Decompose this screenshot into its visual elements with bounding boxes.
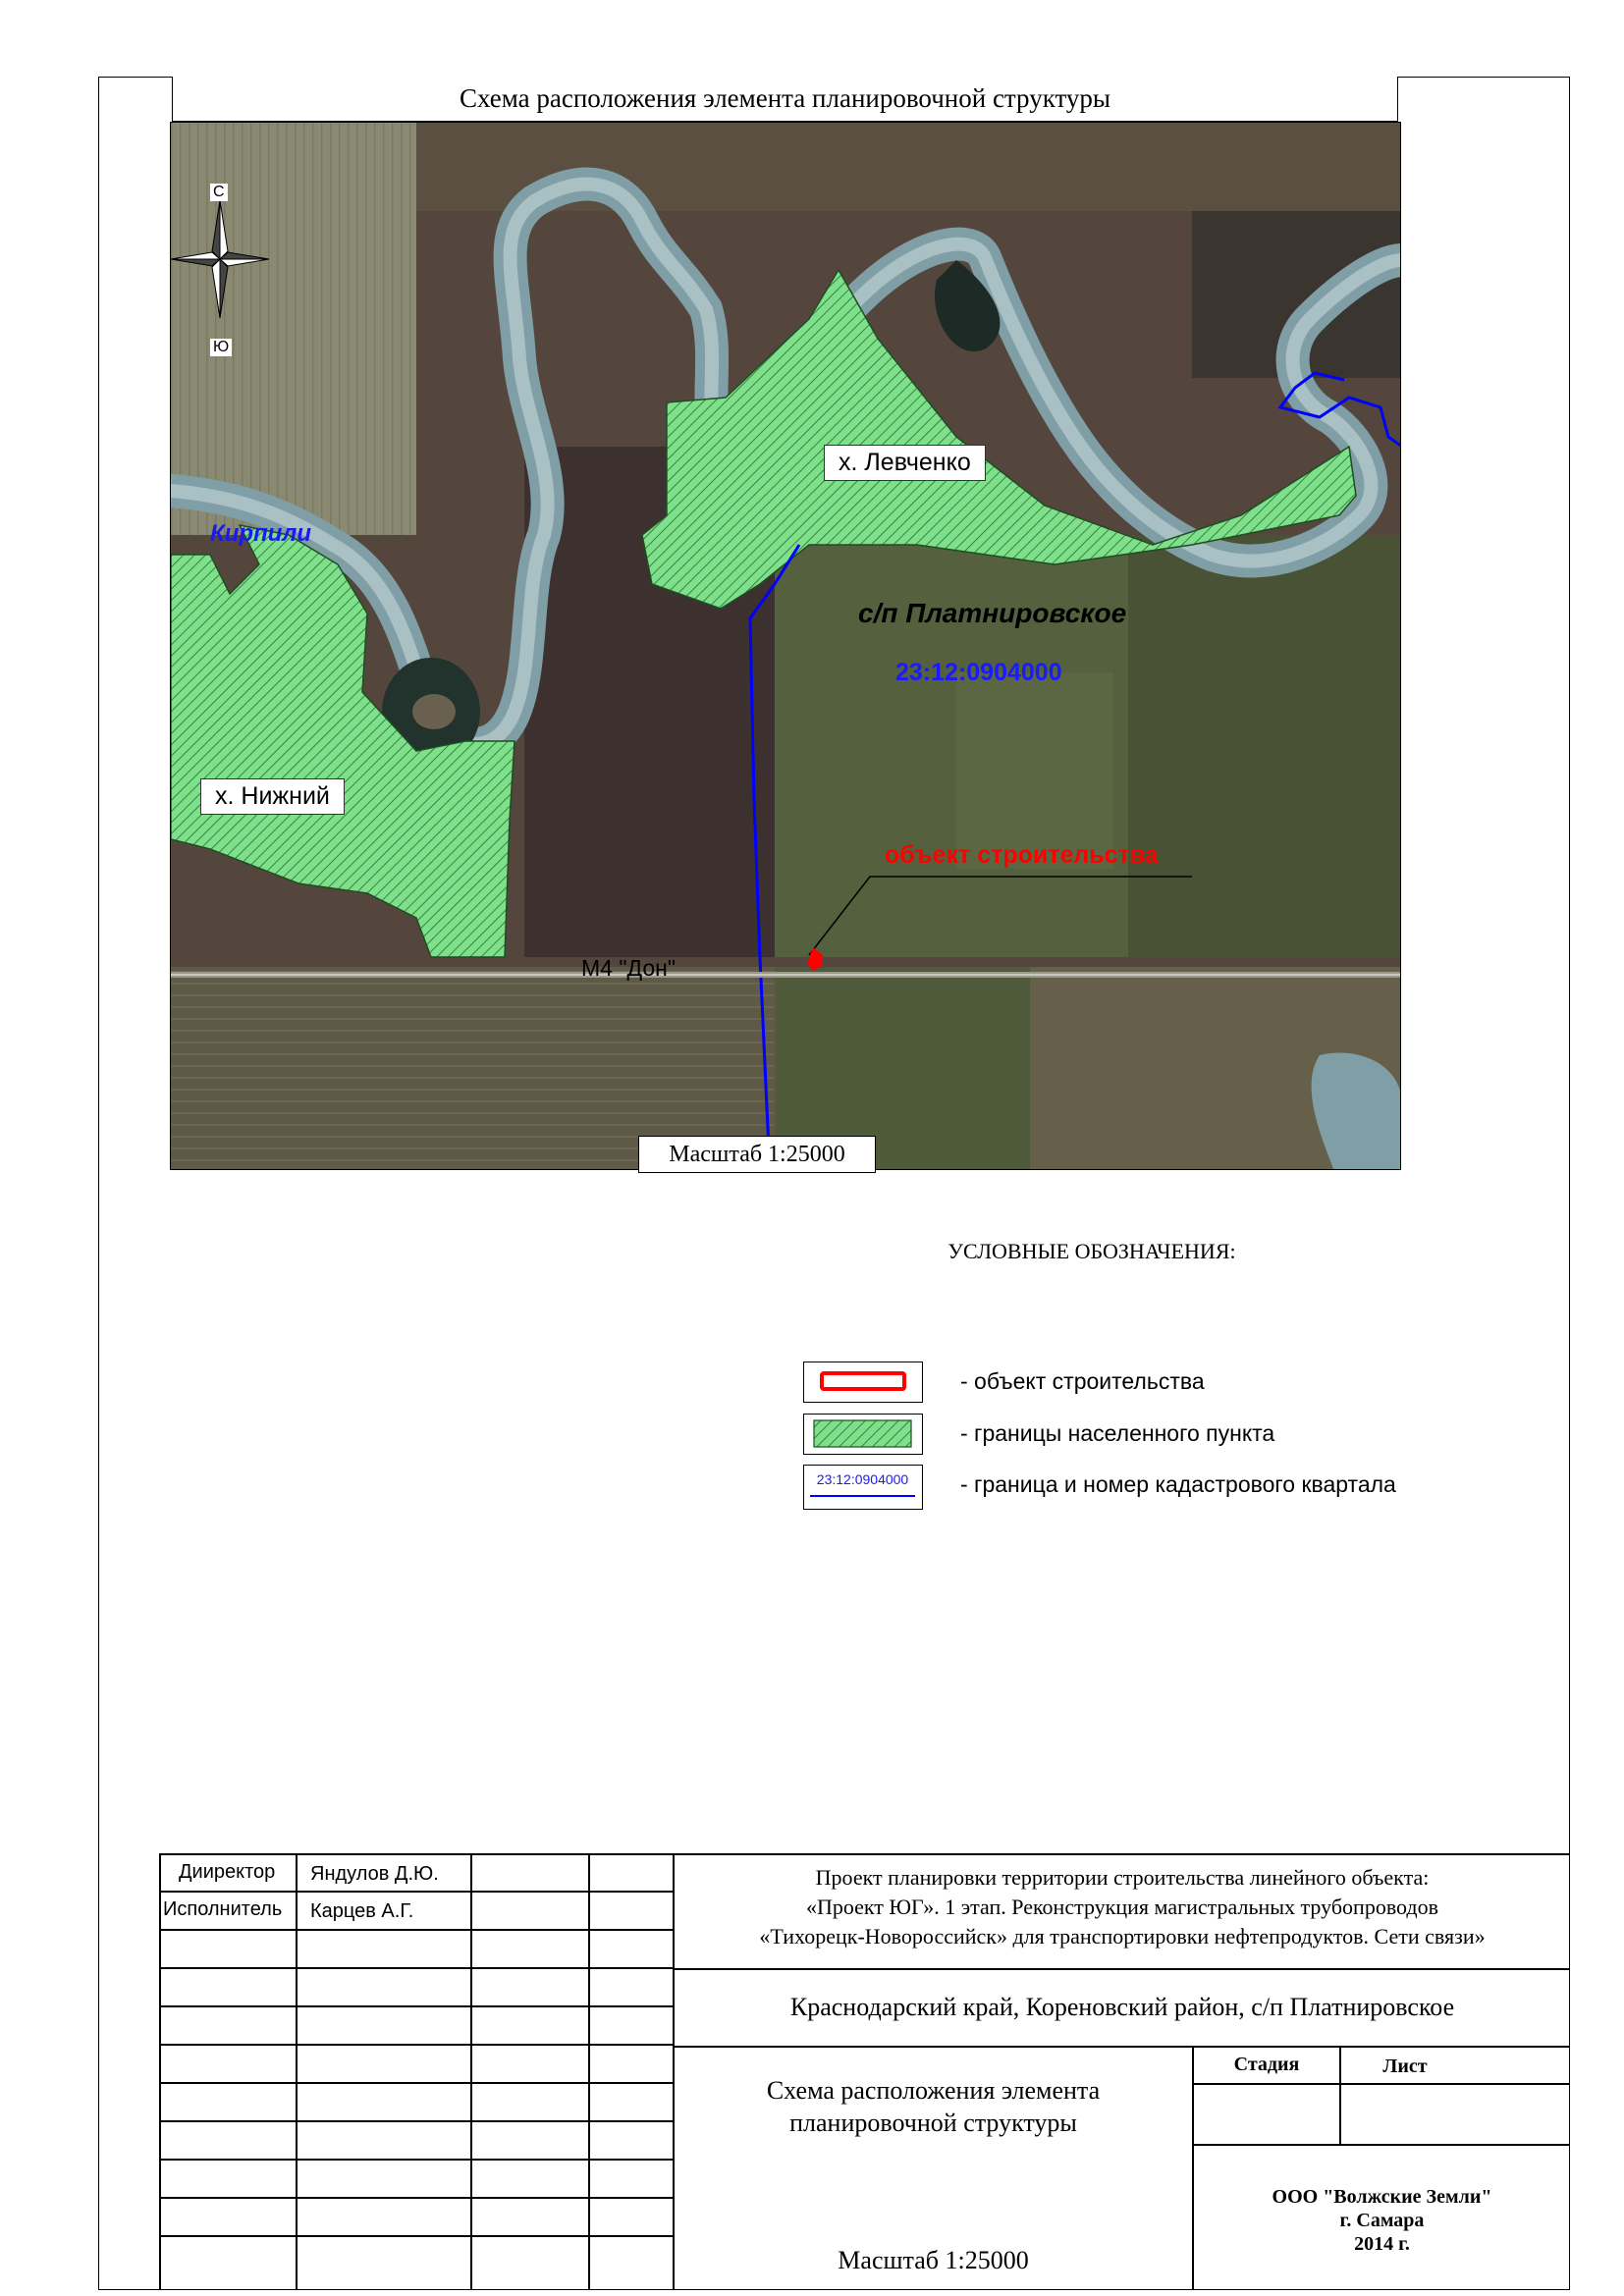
compass-north-label: С [210,184,228,201]
org-line: 2014 г. [1354,2233,1410,2255]
settlement-levchenko-label: х. Левченко [824,445,986,481]
signature-name: Яндулов Д.Ю. [310,1863,439,1885]
legend-text-cadastral: - граница и номер кадастрового квартала [960,1471,1396,1497]
legend-symbol-cadastral [803,1465,923,1510]
project-line: Проект планировки территории строительства линейного объекта: [815,1865,1430,1890]
sheet-label: Лист [1382,2056,1428,2077]
island [412,694,456,729]
project-line: «Проект ЮГ». 1 этап. Реконструкция магистральных трубопроводов [805,1895,1438,1919]
rural-settlement-label: с/п Платнировское [858,598,1127,628]
road-label: М4 "Дон" [581,955,676,981]
signature-role: Исполнитель [163,1898,283,1920]
signature-role: Дииректор [179,1861,276,1883]
field-patch [956,672,1113,869]
settlement-nizhniy-label: х. Нижний [200,778,345,815]
sheet-title-line: Схема расположения элемента [766,2076,1101,2105]
map-canvas [171,123,1401,1170]
field-patch [1128,535,1401,957]
signature-name: Карцев А.Г. [310,1900,414,1922]
construction-object-label: объект строительства [885,841,1159,869]
legend-cadastral-number: 23:12:0904000 [816,1471,909,1487]
map-scale-label: Масштаб 1:25000 [638,1136,876,1173]
map-title: Схема расположения элемента планировочной структуры [172,77,1398,122]
legend-text-settlement: - границы населенного пункта [960,1420,1275,1446]
sheet-title-line: планировочной структуры [789,2109,1077,2137]
stage-label: Стадия [1233,2054,1300,2075]
org-line: ООО "Волжские Земли" [1272,2186,1492,2208]
cadastral-number-label: 23:12:0904000 [895,659,1062,686]
legend-text-construction: - объект строительства [960,1368,1205,1394]
sheet-scale: Масштаб 1:25000 [838,2246,1029,2274]
title-block [159,1853,1570,2290]
location-text: Краснодарский край, Кореновский район, с/п Платнировское [789,1993,1455,2021]
river-label: Кирпили [210,520,311,547]
legend-symbol-construction [803,1362,923,1403]
legend-symbol-settlement [803,1414,923,1455]
satellite-map [170,122,1401,1170]
field-patch [171,123,416,535]
compass-south-label: Ю [210,339,232,356]
project-line: «Тихорецк-Новороссийск» для транспортировки нефтепродуктов. Сети связи» [759,1924,1486,1949]
legend-title: УСЛОВНЫЕ ОБОЗНАЧЕНИЯ: [947,1239,1236,1263]
org-line: г. Самара [1339,2210,1425,2231]
